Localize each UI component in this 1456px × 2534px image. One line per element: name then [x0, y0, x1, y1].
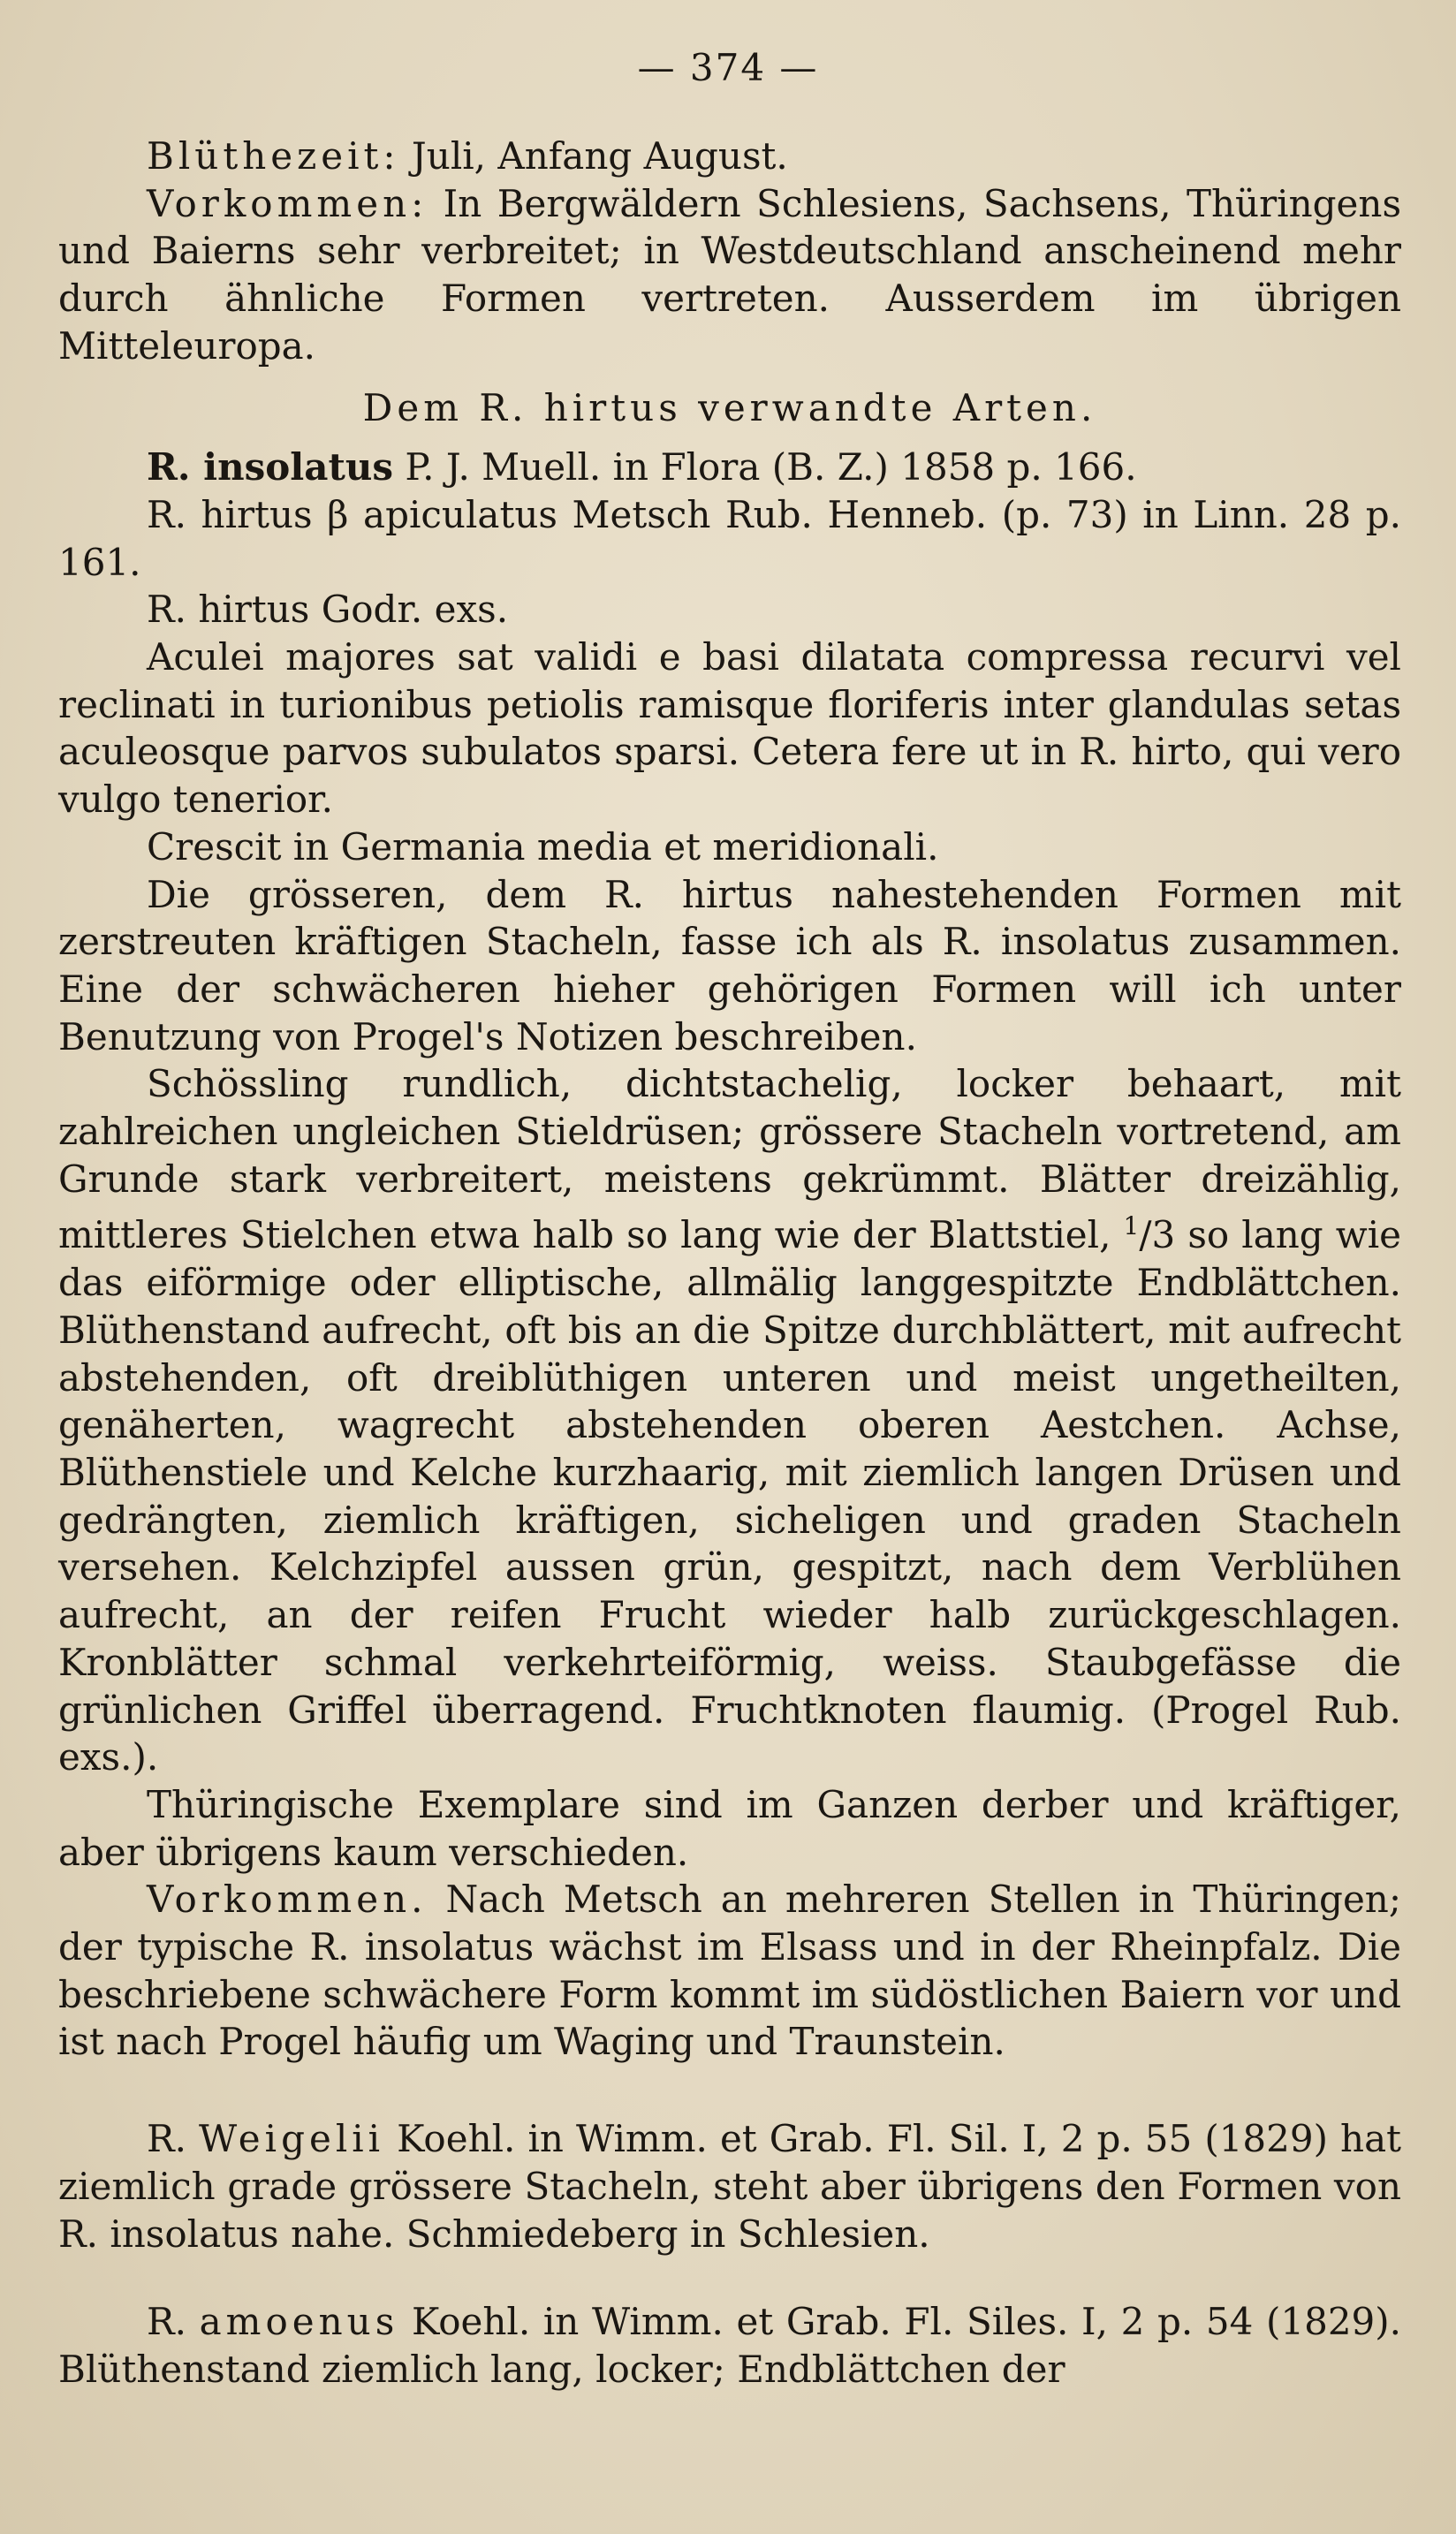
latin-description: Aculei majores sat validi e basi dilatata compressa recurvi vel reclinati in turionibus petiolis ramisque floriferis inter glandulas setas aculeosque parvos subulatos sparsi. Cetera fere ut in R. hirto, qui vero vulgo tenerior.	[58, 635, 1401, 822]
occurrence-label: Vorkommen.	[147, 1878, 428, 1922]
species-name-insolatus: R. insolatus	[147, 445, 394, 489]
bluethezeit-paragraph	[58, 133, 1401, 180]
synonym-1: R. hirtus β apiculatus Metsch Rub. Henneb. (p. 73) in Linn. 28 p. 161.	[58, 492, 1401, 584]
intro-paragraph: Die grösseren, dem R. hirtus nahestehenden Formen mit zerstreuten kräftigen Stacheln, fasse ich als R. insolatus zusammen. Eine der schwächeren hieher gehörigen Formen will ich unter Benutzung von Progel's Notizen beschreiben.	[58, 872, 1401, 1058]
section-heading: Dem R. hirtus verwandte Arten.	[362, 385, 1097, 429]
occurrence-paragraph	[58, 1876, 1401, 2066]
latin-distribution: Crescit in Germania media et meridionali.	[147, 824, 939, 869]
insolatus-citation	[58, 444, 1401, 491]
insolatus-reference: P. J. Muell. in Flora (B. Z.) 1858 p. 166.	[393, 445, 1137, 489]
occurrence-text: Nach Metsch an mehreren Stellen in Thüringen; der typische R. insolatus wächst im Elsass und in der Rheinpfalz. Die beschriebene schwächere Form kommt im südöstlichen Baiern vor und ist nach Progel häufig um Waging und Traunstein.	[58, 1878, 1401, 2064]
bluethezeit-text: Juli, Anfang August.	[399, 134, 788, 178]
fraction-denominator: /3	[1139, 1213, 1176, 1257]
page-body	[58, 133, 1401, 2394]
weigelii-paragraph: R. Weigelii Koehl. in Wimm. et Grab. Fl. Sil. I, 2 p. 55 (1829) hat ziemlich grade grössere Stacheln, steht aber übrigens den Formen von R. insolatus nahe. Schmiedeberg in Schlesien.	[58, 2117, 1402, 2256]
amoenus-paragraph: R. amoenus Koehl. in Wimm. et Grab. Fl. Siles. I, 2 p. 54 (1829). Blüthenstand ziemlich lang, locker; Endblättchen der	[58, 2300, 1401, 2391]
species-name-amoenus: amoenus	[199, 2300, 399, 2344]
description-paragraph: Schössling rundlich, dichtstachelig, locker behaart, mit zahlreichen ungleichen Stieldrüsen; grössere Stacheln vortretend, am Grunde stark verbreitert, meistens gekrümmt. Blätter dreizählig, mittleres Stielchen etwa halb so lang wie der Blattstiel, $^1$/3 so lang wie das eiförmige oder elliptische, allmälig langgespitzte Endblättchen. Blüthenstand aufrecht, oft bis an die Spitze durchblättert, mit aufrecht abstehenden, oft dreiblüthigen unteren und meist ungetheilten, genäherten, wagrecht abstehenden oberen Aestchen. Achse, Blüthenstiele und Kelche kurzhaarig, mit ziemlich langen Drüsen und gedrängten, ziemlich kräftigen, sicheligen und graden Stacheln versehen. Kelchzipfel aussen grün, gespitzt, nach dem Verblühen aufrecht, an der reifen Frucht wieder halb zurückgeschlagen. Kronblätter schmal verkehrteiförmig, weiss. Staubgefässe die grünlichen Griffel überragend. Fruchtknoten flaumig. (Progel Rub. exs.).	[58, 1062, 1402, 1779]
vorkommen-paragraph	[58, 180, 1401, 370]
species-name-weigelii: Weigelii	[199, 2117, 385, 2161]
page-number: — 374 —	[637, 46, 819, 89]
bluethezeit-label: Blüthezeit:	[147, 134, 400, 178]
vorkommen-text: In Bergwäldern Schlesiens, Sachsens, Thüringens und Baierns sehr verbreitet; in Westdeutschland anscheinend mehr durch ähnliche Formen vertreten. Ausserdem im übrigen Mitteleuropa.	[58, 181, 1401, 368]
thuringian-paragraph: Thüringische Exemplare sind im Ganzen derber und kräftiger, aber übrigens kaum verschieden.	[58, 1782, 1401, 1874]
vorkommen-label: Vorkommen:	[147, 181, 428, 225]
fraction-numerator: 1	[1123, 1211, 1140, 1241]
synonym-2: R. hirtus Godr. exs.	[147, 588, 509, 632]
